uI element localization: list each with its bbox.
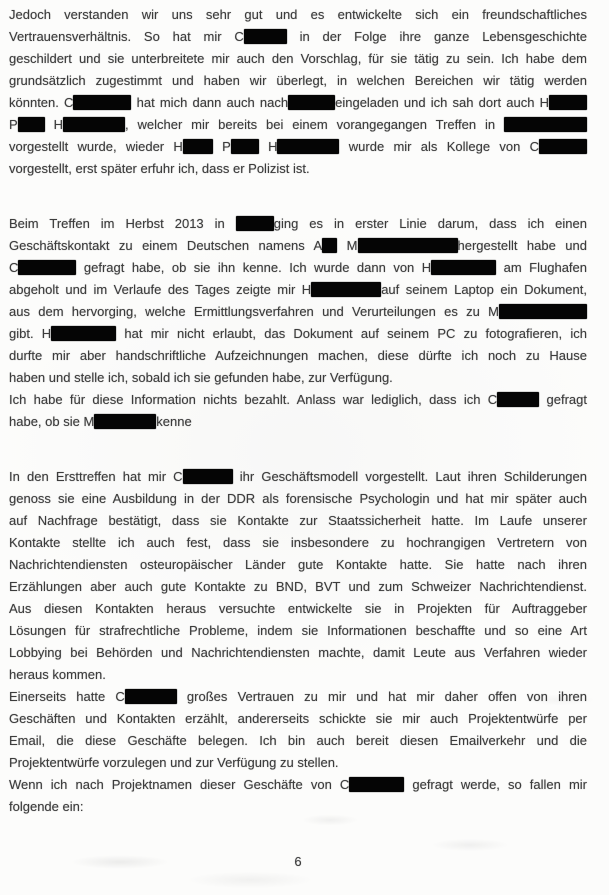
redaction-bar (18, 117, 45, 132)
text-line: Beim Treffen im Herbst 2013 in ging es in erster Linie darum, dass ich einen (9, 216, 587, 231)
text-line: durfte mir aber handschriftliche Aufzeichnungen machen, diese dürfte ich noch zu Hause (9, 348, 587, 363)
text-line: Geschäften und Kontakten erzählt, andererseits schickte sie mir auch Projektentwürfe per (9, 711, 587, 726)
redaction-bar (18, 260, 76, 275)
text-line: genoss sie eine Ausbildung in der DDR als forensische Psychologin und hat mir später auch (9, 491, 587, 506)
redaction-bar (183, 139, 213, 154)
text-line: Jedoch verstanden wir uns sehr gut und es entwickelte sich ein freundschaftliches (9, 7, 587, 22)
text-line: Lösungen für strafrechtliche Probleme, indem sie Informationen beschaffte und so eine Art (9, 623, 587, 638)
redaction-bar (94, 414, 156, 429)
text-line: Einerseits hatte C großes Vertrauen zu mir und hat mir daher offen von ihren (9, 689, 587, 704)
text-line: Erzählungen aber auch gute Kontakte zu BND, BVT und zum Schweizer Nachrichtendienst. (9, 579, 587, 594)
text-line: Projektentwürfe vorzulegen und zur Verfügung zu stellen. (9, 755, 339, 770)
text-line: folgende ein: (9, 799, 84, 814)
text-line: grundsätzlich zugestimmt und haben wir überlegt, in welchen Bereichen wir tätig werden (9, 73, 587, 88)
redaction-bar (244, 29, 287, 44)
redaction-bar (504, 117, 587, 132)
text-line: Ich habe für diese Information nichts bezahlt. Anlass war lediglich, dass ich C gefragt (9, 392, 587, 407)
paragraph (9, 213, 587, 433)
document-body (9, 4, 587, 818)
text-line: Wenn ich nach Projektnamen dieser Geschäfte von C gefragt werde, so fallen mir (9, 777, 587, 792)
text-line: haben und stelle ich, sobald ich sie gefunden habe, zur Verfügung. (9, 370, 393, 385)
redaction-bar (236, 216, 274, 231)
text-line: Lobbying bei Behörden und Nachrichtendiensten machte, damit Leute aus Verfahren wieder (9, 645, 587, 660)
redaction-bar (358, 238, 458, 253)
text-line: aus dem hervorging, welche Ermittlungsverfahren und Verurteilungen es zu M (9, 301, 587, 323)
redaction-bar (63, 117, 125, 132)
text-line: geschildert und sie unterbreitete mir auch den Vorschlag, für sie tätig zu sein. Ich habe dem (9, 51, 587, 66)
redaction-bar (539, 139, 587, 154)
redaction-bar (231, 139, 259, 154)
redaction-bar (549, 95, 587, 110)
redaction-bar (183, 469, 233, 484)
redaction-bar (125, 689, 177, 704)
redaction-bar (73, 95, 131, 110)
text-line: heraus kommen. (9, 667, 106, 682)
redaction-bar (311, 282, 381, 297)
text-line: abgeholt und im Verlaufe des Tages zeigte mir H auf seinem Laptop ein Dokument, (9, 282, 587, 297)
redaction-bar (322, 238, 337, 253)
text-line: könnten. C hat mich dann auch nach eingeladen und ich sah dort auch H (9, 92, 587, 114)
redaction-bar (51, 326, 116, 341)
text-line: gibt. H hat mir nicht erlaubt, das Dokument auf seinem PC zu fotografieren, ich (9, 326, 587, 341)
redaction-bar (499, 304, 587, 319)
text-line: In den Ersttreffen hat mir C ihr Geschäftsmodell vorgestellt. Laut ihren Schilderungen (9, 469, 587, 484)
paragraph (9, 466, 587, 818)
redaction-bar (288, 95, 335, 110)
text-line: Nachrichtendiensten osteuropäischer Länder gute Kontakte hatte. Sie hatte nach ihren (9, 557, 587, 572)
text-line: C gefragt habe, ob sie ihn kenne. Ich wurde dann von H am Flughafen (9, 260, 587, 275)
text-line: Aus diesen Kontakten heraus versuchte entwickelte sie in Projekten für Auftraggeber (9, 601, 587, 616)
redaction-bar (431, 260, 496, 275)
text-line: vorgestellt wurde, wieder H P H wurde mir als Kollege von C (9, 136, 587, 158)
text-line: vorgestellt, erst später erfuhr ich, dass er Polizist ist. (9, 161, 310, 176)
redaction-bar (349, 777, 404, 792)
text-line: Email, die diese Geschäfte belegen. Ich bin auch bereit diesen Emailverkehr und die (9, 733, 587, 748)
text-line: Kontakte stellte ich auch fest, dass sie insbesondere zu hochrangigen Vertretern von (9, 535, 587, 550)
text-line: Vertrauensverhältnis. So hat mir C in der Folge ihre ganze Lebensgeschichte (9, 29, 588, 44)
text-line: P H , welcher mir bereits bei einem vorangegangen Treffen in (9, 114, 587, 136)
page-number: 6 (294, 854, 302, 869)
paragraph (9, 4, 587, 180)
redaction-bar (277, 139, 339, 154)
text-line: Geschäftskontakt zu einem Deutschen namens A M hergestellt habe und (9, 238, 587, 253)
text-line: habe, ob sie M kenne (9, 414, 192, 429)
text-line: auf Nachfrage bestätigt, dass sie Kontakte zur Staatssicherheit hatte. Im Laufe unserer (9, 513, 587, 528)
redaction-bar (497, 392, 539, 407)
